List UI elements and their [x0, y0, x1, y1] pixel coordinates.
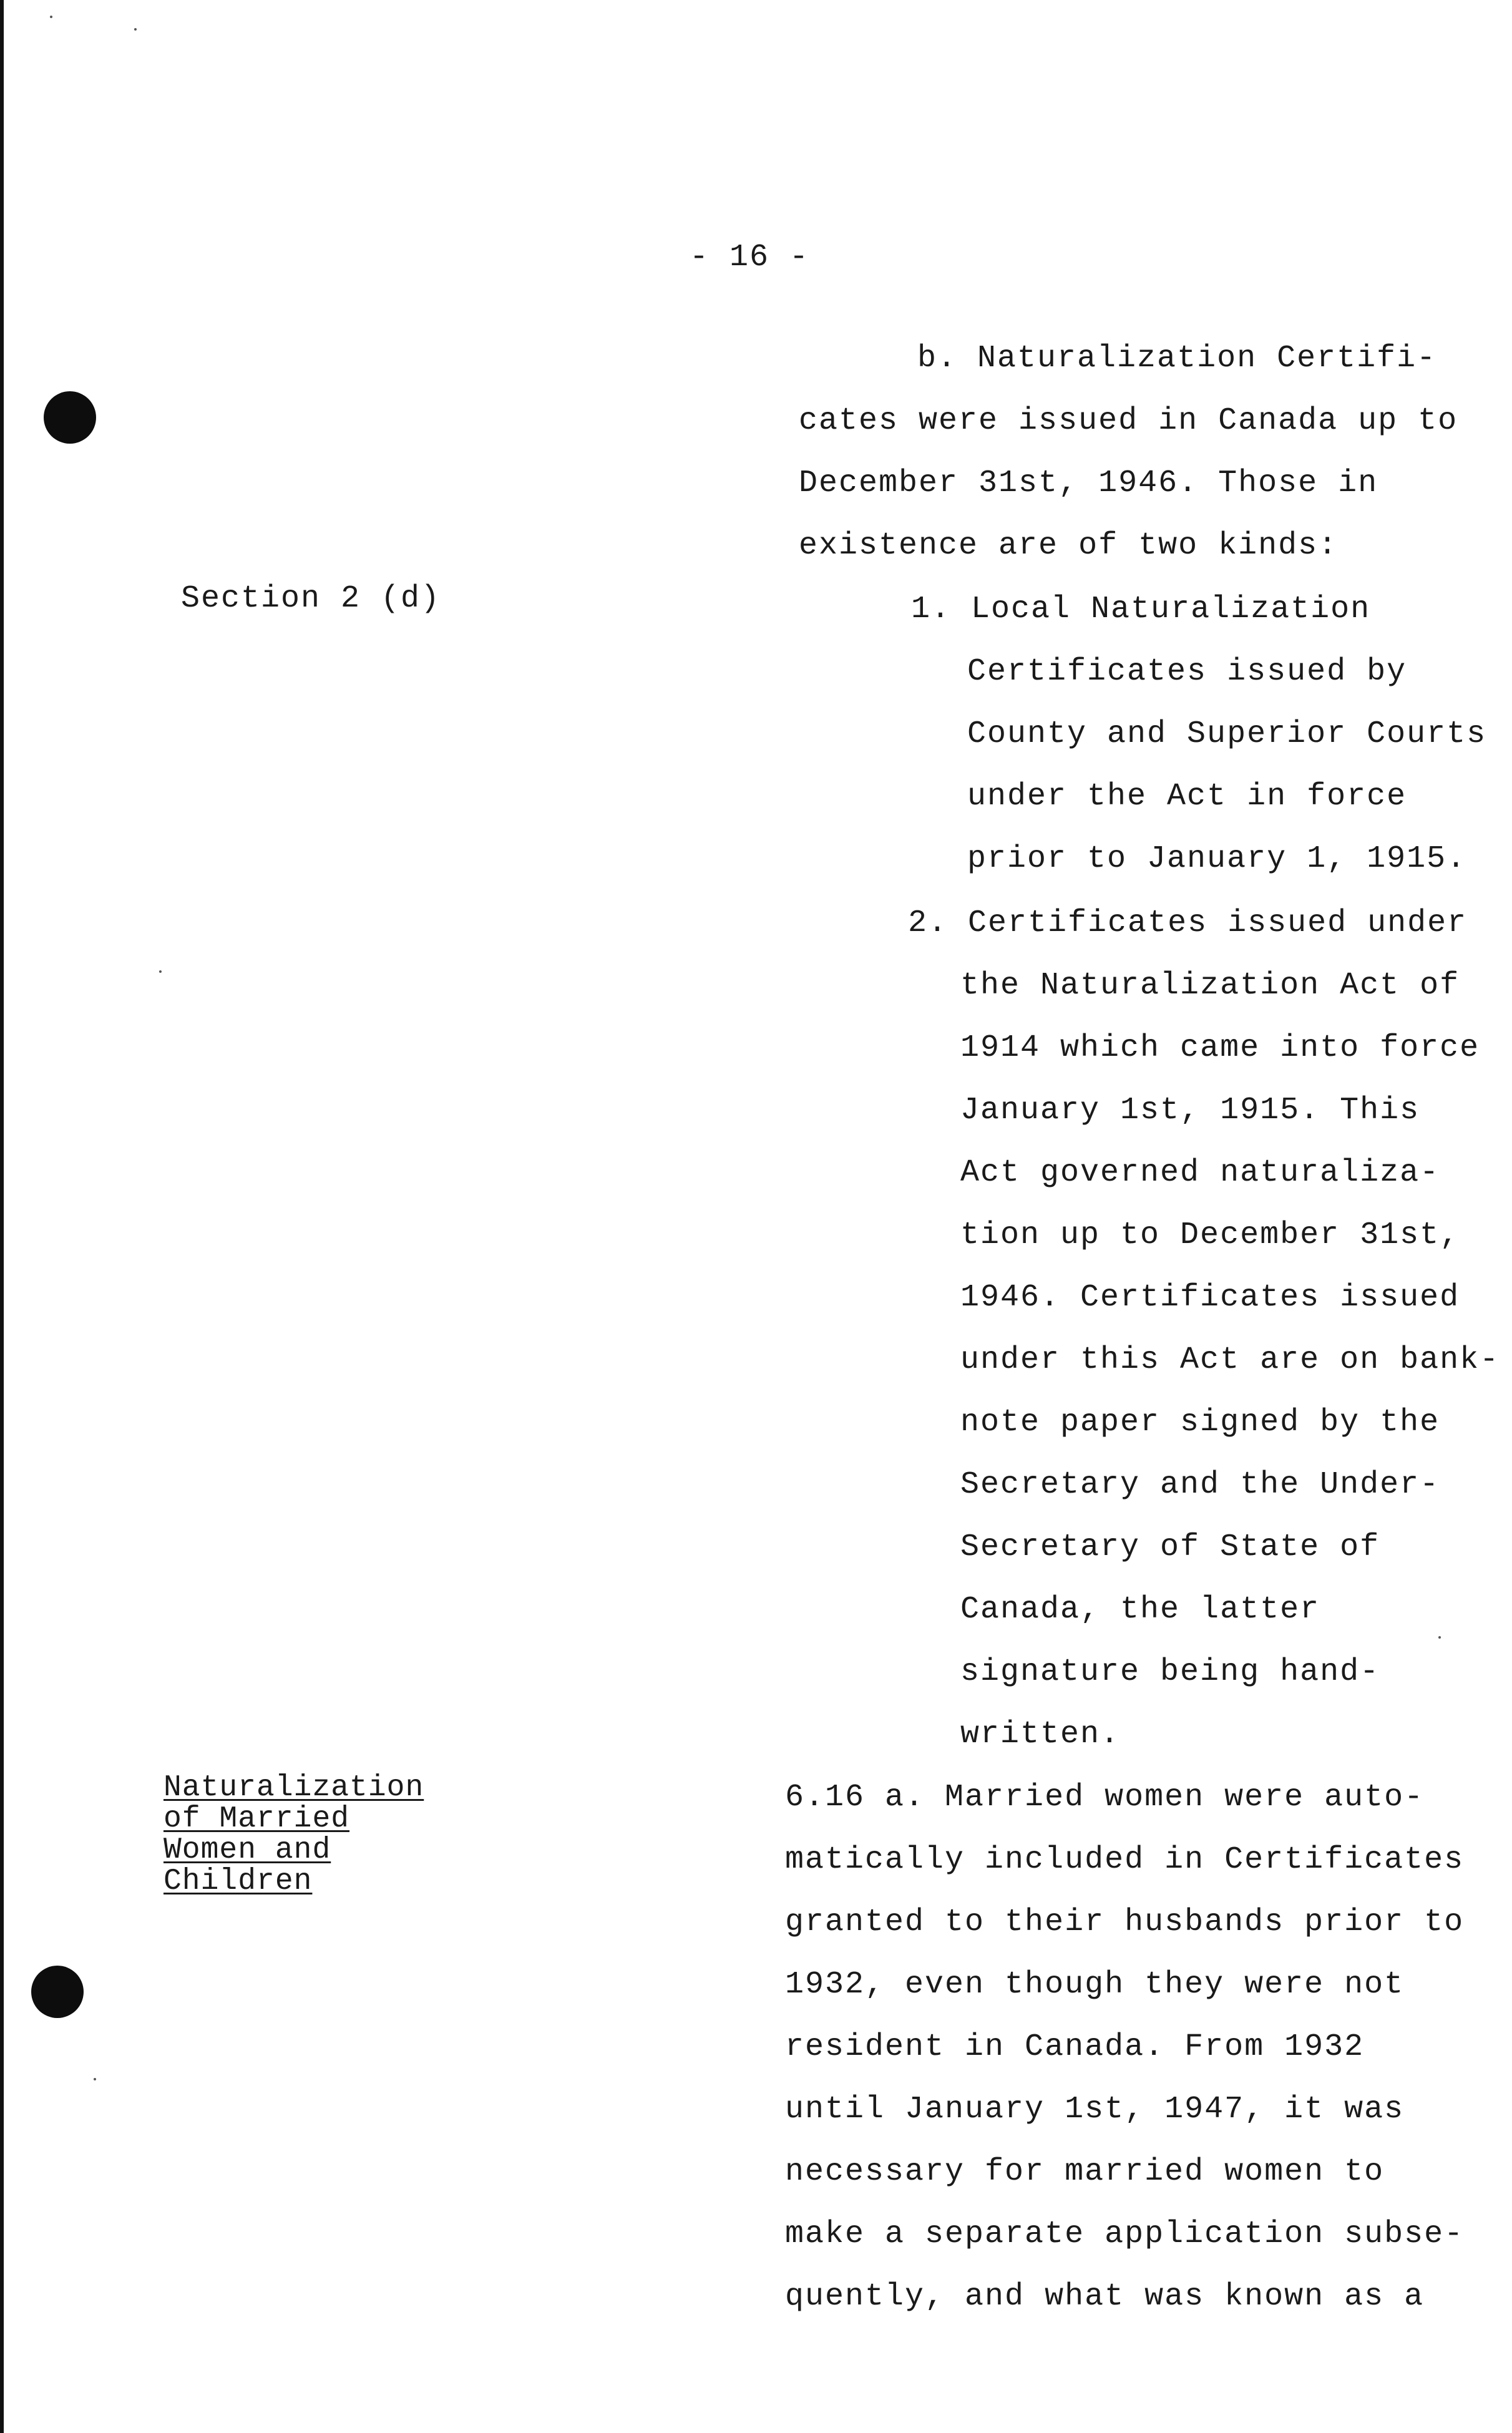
text-line: under this Act are on bank- — [960, 1342, 1500, 1378]
scan-left-edge — [0, 0, 4, 2433]
text-line: b. Naturalization Certifi- — [917, 341, 1437, 376]
scan-speck — [159, 970, 162, 973]
text-line: January 1st, 1915. This — [960, 1093, 1420, 1128]
text-line: written. — [960, 1717, 1121, 1752]
text-line: County and Superior Courts — [967, 716, 1487, 752]
text-line: prior to January 1, 1915. — [967, 841, 1467, 877]
margin-heading-line: of Married — [163, 1802, 350, 1836]
text-line: necessary for married women to — [785, 2154, 1385, 2190]
text-line: December 31st, 1946. Those in — [799, 466, 1378, 501]
margin-heading-line: Children — [163, 1865, 313, 1898]
scan-speck — [50, 16, 52, 18]
text-line: Secretary and the Under- — [960, 1467, 1440, 1503]
text-line: resident in Canada. From 1932 — [785, 2029, 1365, 2065]
text-line: 1. Local Naturalization — [911, 592, 1371, 627]
text-line: 1946. Certificates issued — [960, 1280, 1460, 1315]
section-reference: Section 2 (d) — [181, 581, 441, 617]
text-line: the Naturalization Act of — [960, 968, 1460, 1003]
text-line: under the Act in force — [967, 779, 1407, 814]
margin-heading-line: Naturalization — [163, 1771, 424, 1805]
text-line: existence are of two kinds: — [799, 528, 1339, 563]
text-line: Canada, the latter — [960, 1592, 1320, 1627]
punch-hole-bottom — [31, 1966, 84, 2018]
text-line: granted to their husbands prior to — [785, 1904, 1465, 1940]
text-line: signature being hand- — [960, 1654, 1380, 1690]
text-line: quently, and what was known as a — [785, 2279, 1425, 2314]
text-line: Secretary of State of — [960, 1529, 1380, 1565]
text-line: 6.16 a. Married women were auto- — [785, 1780, 1425, 1815]
text-line: 1914 which came into force — [960, 1030, 1480, 1066]
text-line: Act governed naturaliza- — [960, 1155, 1440, 1191]
text-line: matically included in Certificates — [785, 1842, 1465, 1878]
paragraph-6-16 — [785, 1767, 1464, 2328]
page-number: - 16 - — [690, 240, 810, 275]
list-item-2 — [908, 892, 1500, 1766]
text-line: Certificates issued by — [967, 654, 1407, 690]
scan-speck — [94, 2078, 96, 2080]
text-line: until January 1st, 1947, it was — [785, 2092, 1405, 2127]
text-line: 1932, even though they were not — [785, 1967, 1405, 2002]
text-line: tion up to December 31st, — [960, 1217, 1460, 1253]
list-item-1 — [911, 578, 1486, 890]
text-line: note paper signed by the — [960, 1405, 1440, 1440]
margin-heading — [163, 1772, 424, 1897]
text-line: make a separate application subse- — [785, 2216, 1465, 2252]
margin-heading-line: Women and — [163, 1833, 331, 1867]
paragraph-b — [799, 328, 1458, 577]
text-line: cates were issued in Canada up to — [799, 403, 1458, 439]
text-line: 2. Certificates issued under — [908, 905, 1468, 941]
punch-hole-top — [44, 391, 96, 444]
scan-speck — [134, 28, 137, 31]
